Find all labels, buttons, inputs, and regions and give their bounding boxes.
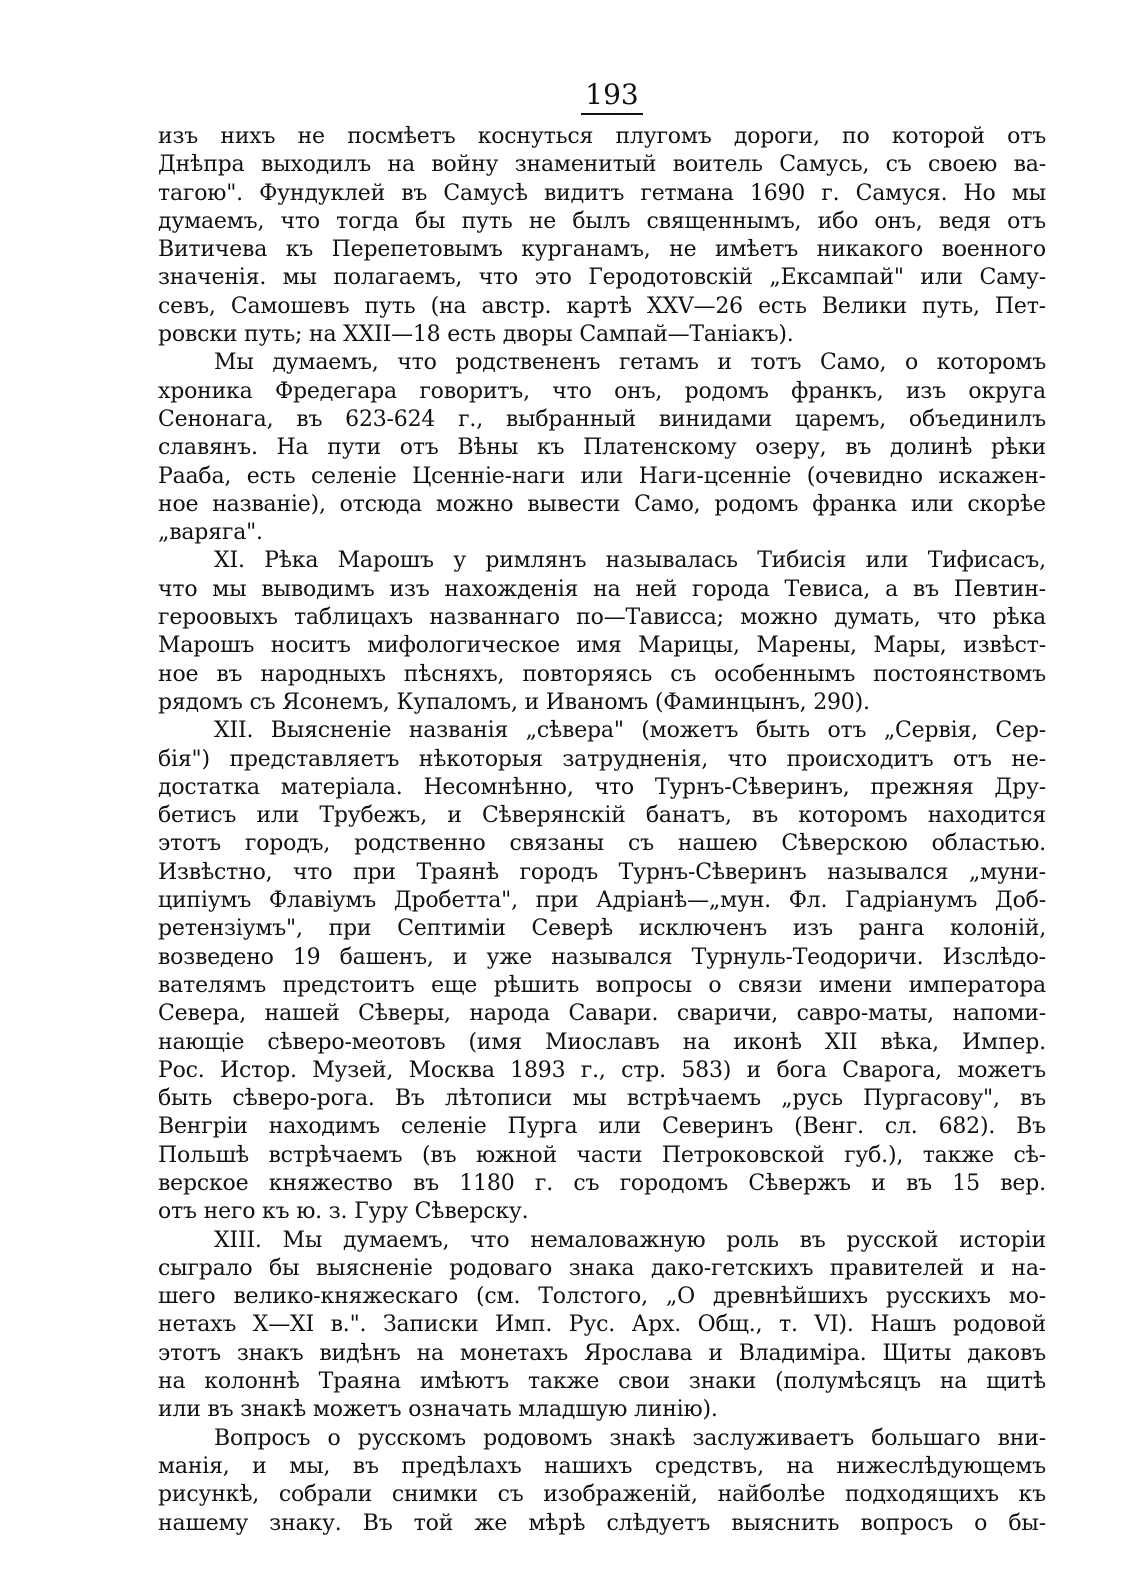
text-line: XIII. Мы думаемъ, что немаловажную роль въ русской исторіи	[214, 1227, 1046, 1253]
text-line: или въ знакѣ можетъ означать младшую линію).	[158, 1397, 718, 1423]
text-line: славянъ. На пути отъ Вѣны къ Платенскому озеру, въ долинѣ рѣки	[158, 435, 1046, 461]
text-line: быть сѣверо-рога. Въ лѣтописи мы встрѣчаемъ „русь Пургасову", въ	[158, 1086, 1046, 1112]
text-line: отъ него къ ю. з. Гуру Сѣверску.	[158, 1199, 529, 1225]
text-line: верское княжество въ 1180 г. съ городомъ Сѣвержъ и въ 15 вер.	[158, 1170, 1046, 1196]
text-line: нающіе сѣверо-меотовъ (имя Миославъ на иконѣ XII вѣка, Импер.	[158, 1029, 1046, 1055]
text-line: манія, и мы, въ предѣлахъ нашихъ средствъ, на нижеслѣдующемъ	[158, 1453, 1046, 1479]
text-line: Извѣстно, что при Траянѣ городъ Турнъ-Сѣверинъ назывался „муни-	[158, 859, 1046, 885]
text-line: нашему знаку. Въ той же мѣрѣ слѣдуетъ выяснить вопросъ о бы-	[158, 1510, 1046, 1536]
text-line: Марошъ носитъ мифологическое имя Марицы, Марены, Мары, извѣст-	[158, 633, 1046, 659]
text-line: севъ, Самошевъ путь (на австр. картѣ XXV—26 есть Велики путь, Пет-	[158, 293, 1046, 319]
text-line: Севера, нашей Сѣверы, народа Савари. сваричи, савро-маты, напоми-	[158, 1001, 1046, 1027]
page-number	[178, 78, 1046, 115]
text-line: бетисъ или Трубежъ, и Сѣверянскій банатъ, въ которомъ находится	[158, 803, 1046, 829]
text-line: рядомъ съ Ясонемъ, Купаломъ, и Иваномъ (Фаминцынъ, 290).	[158, 689, 870, 715]
text-line: что мы выводимъ изъ нахожденія на ней города Тевиса, а въ Певтин-	[158, 576, 1046, 602]
text-line: сыграло бы выясненіе родоваго знака дако-гетскихъ правителей и на-	[158, 1255, 1046, 1281]
text-line: этотъ знакъ видѣнъ на монетахъ Ярослава и Владиміра. Щиты даковъ	[158, 1340, 1046, 1366]
page-number-text: 193	[581, 78, 642, 115]
text-line: Рааба, есть селеніе Цсенніе-наги или Наги-цсенніе (очевидно искажен-	[158, 463, 1046, 489]
text-line: бія") представляетъ нѣкоторыя затрудненія, что происходитъ отъ не-	[158, 746, 1046, 772]
document-page	[158, 78, 1046, 1538]
text-line: Сенонага, въ 623-624 г., выбранный винидами царемъ, объединилъ	[158, 406, 1046, 432]
text-line: думаемъ, что тогда бы путь не былъ священнымъ, ибо онъ, ведя отъ	[158, 208, 1046, 234]
text-line: тагою". Фундуклей въ Самусѣ видитъ гетмана 1690 г. Самуся. Но мы	[158, 180, 1046, 206]
text-line: „варяга".	[158, 520, 263, 546]
text-line: Мы думаемъ, что родствененъ гетамъ и тотъ Само, о которомъ	[214, 350, 1046, 376]
text-line: XI. Рѣка Марошъ у римлянъ называлась Тибисія или Тифисасъ,	[214, 548, 1046, 574]
text-line: вателямъ предстоитъ еще рѣшить вопросы о связи имени императора	[158, 972, 1046, 998]
text-line: героовыхъ таблицахъ названнаго по—Тависса; можно думать, что рѣка	[158, 605, 1046, 631]
text-line: ципіумъ Флавіумъ Дробетта", при Адріанѣ—„мун. Фл. Гадріанумъ Доб-	[158, 888, 1046, 914]
text-line: изъ нихъ не посмѣетъ коснуться плугомъ дороги, по которой отъ	[158, 124, 1046, 149]
text-line: нетахъ X—XI в.". Записки Имп. Рус. Арх. Общ., т. VI). Нашъ родовой	[158, 1312, 1046, 1338]
text-line: шего велико-княжескаго (см. Толстого, „О древнѣйшихъ русскихъ мо-	[158, 1284, 1046, 1310]
text-line: ное въ народныхъ пѣсняхъ, повторяясь съ особеннымъ постоянствомъ	[158, 661, 1046, 687]
text-line: достатка матеріала. Несомнѣнно, что Турнъ-Сѣверинъ, прежняя Дру-	[158, 774, 1046, 800]
text-line: на колоннѣ Траяна имѣютъ также свои знаки (полумѣсяцъ на щитѣ	[158, 1369, 1046, 1395]
text-line: возведено 19 башенъ, и уже назывался Турнуль-Теодоричи. Изслѣдо-	[158, 944, 1046, 970]
text-line: рисункѣ, собрали снимки съ изображеній, найболѣе подходящихъ къ	[158, 1482, 1046, 1508]
text-line: ное названіе), отсюда можно вывести Само, родомъ франка или скорѣе	[158, 491, 1046, 517]
text-line: значенія. мы полагаемъ, что это Геродотовскій „Ексампай" или Саму-	[158, 265, 1046, 291]
text-line: XII. Выясненіе названія „сѣвера" (можетъ быть отъ „Сервія, Сер-	[214, 718, 1046, 744]
text-line: Рос. Истор. Музей, Москва 1893 г., стр. 583) и бога Сварога, можетъ	[158, 1057, 1046, 1083]
text-line: Польшѣ встрѣчаемъ (въ южной части Петроковской губ.), также сѣ-	[158, 1142, 1046, 1168]
text-line: Вопросъ о русскомъ родовомъ знакѣ заслуживаетъ большаго вни-	[214, 1425, 1046, 1451]
text-line: ретензіумъ", при Септиміи Северѣ исключенъ изъ ранга колоній,	[158, 916, 1046, 942]
text-line: Витичева къ Перепетовымъ курганамъ, не имѣетъ никакого военного	[158, 237, 1046, 263]
text-line: хроника Фредегара говоритъ, что онъ, родомъ франкъ, изъ округа	[158, 378, 1046, 404]
text-line: ровски путь; на XXII—18 есть дворы Сампай—Таніакъ).	[158, 322, 794, 348]
body-text	[158, 123, 1046, 1538]
text-line: этотъ городъ, родственно связаны съ нашею Сѣверскою областью.	[158, 831, 1046, 857]
text-line: Венгріи находимъ селеніе Пурга или Северинъ (Венг. сл. 682). Въ	[158, 1114, 1046, 1140]
text-line: Днѣпра выходилъ на войну знаменитый воитель Самусь, съ своею ва-	[158, 152, 1046, 178]
